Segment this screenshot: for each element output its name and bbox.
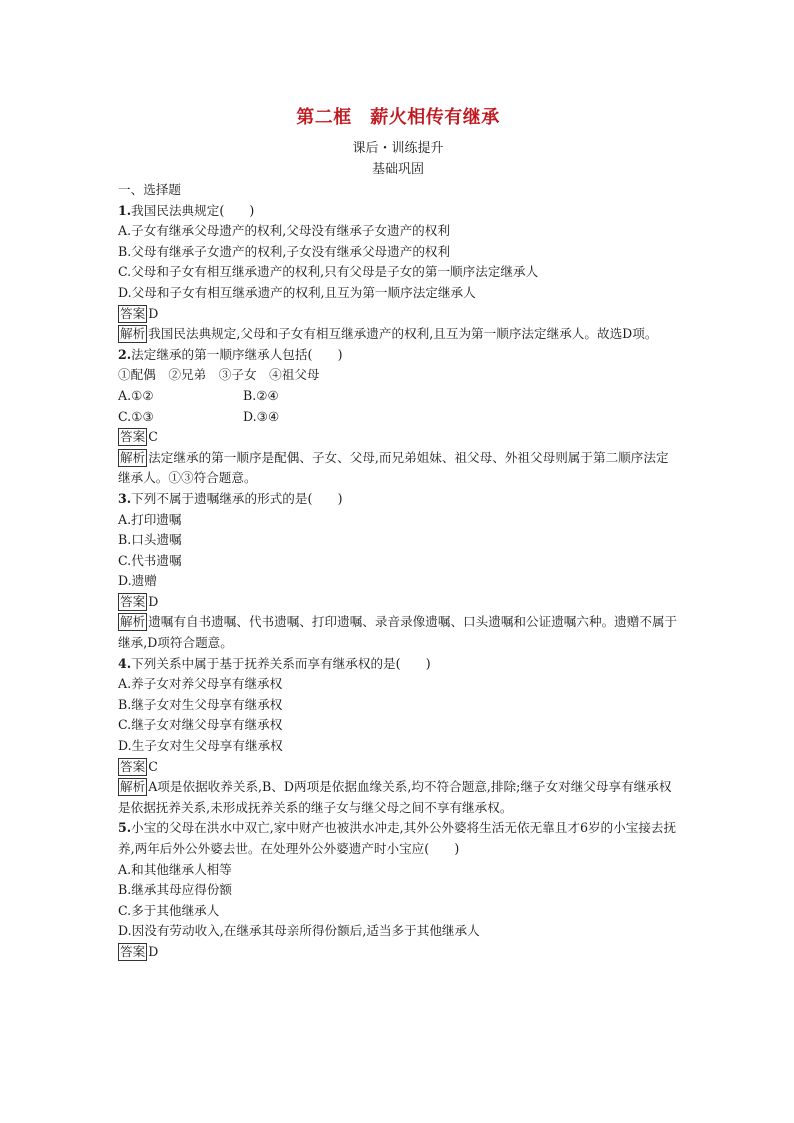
q5-option-b: B.继承其母应得份额 [118, 882, 233, 898]
answer-tag: 答案 [120, 305, 146, 321]
q1-analysis [118, 324, 678, 345]
analysis-text: 法定继承的第一顺序是配偶、子女、父母,而兄弟姐妹、祖父母、外祖父母则属于第二顺序法定继承人。①③符合题意。 [118, 449, 669, 486]
q4-option-b: B.继子女对生父母享有继承权 [118, 696, 283, 712]
question-text: 法定继承的第一顺序继承人包括( ) [131, 346, 343, 362]
q4-analysis [118, 777, 678, 818]
lesson-title: 第二框 薪火相传有继承 [296, 107, 500, 128]
question-number: 2. [118, 346, 132, 362]
question-text: 小宝的父母在洪水中双亡,家中财产也被洪水冲走,其外公外婆将生活无依无靠且才6岁的小宝接去抚养,两年后外公外婆去世。在处理外公外婆遗产时小宝应( ) [118, 820, 677, 856]
q1-option-a: A.子女有继承父母遗产的权利,父母没有继承子女遗产的权利 [118, 223, 450, 239]
question-text: 下列关系中属于基于抚养关系而享有继承权的是( ) [131, 655, 431, 671]
q5-option-d: D.因没有劳动收入,在继承其母亲所得份额后,适当多于其他继承人 [118, 923, 480, 939]
answer-tag: 答案 [120, 943, 146, 959]
subtitle-after-class: 课后・训练提升 [352, 141, 444, 156]
q4-option-c: C.继子女对继父母享有继承权 [118, 717, 283, 733]
answer-tag: 答案 [120, 429, 146, 445]
q3-option-a: A.打印遗嘱 [118, 511, 182, 527]
analysis-text: A项是依据收养关系,B、D两项是依据血缘关系,均不符合题意,排除;继子女对继父母享有继承权是依据抚养关系,未形成抚养关系的继子女与继父母之间不享有继承权。 [118, 779, 672, 815]
question-5-stem [118, 818, 678, 859]
q2-analysis [118, 448, 678, 489]
q3-option-c: C.代书遗嘱 [118, 552, 182, 568]
q3-analysis [118, 612, 678, 653]
q1-answer [118, 304, 678, 325]
q3-answer [118, 592, 678, 613]
answer-tag: 答案 [120, 758, 146, 774]
answer-value: D [148, 943, 159, 959]
answer-value: C [148, 758, 158, 774]
subtitle-basic: 基础巩固 [371, 162, 424, 177]
analysis-tag: 解析 [120, 449, 146, 465]
q1-option-b: B.父母有继承子女遗产的权利,子女没有继承父母遗产的权利 [118, 243, 451, 259]
analysis-tag: 解析 [120, 779, 146, 795]
q5-answer [118, 942, 678, 963]
q1-option-c: C.父母和子女有相互继承遗产的权利,只有父母是子女的第一顺序法定继承人 [118, 264, 539, 280]
q2-answer [118, 427, 678, 448]
q2-options-row-1 [118, 386, 678, 407]
answer-value: D [148, 593, 159, 609]
question-number: 1. [118, 202, 132, 218]
q4-option-d: D.生子女对生父母享有继承权 [118, 738, 283, 754]
analysis-tag: 解析 [120, 614, 146, 630]
q2-option-d: D.③④ [243, 408, 280, 424]
q2-option-b: B.②④ [243, 387, 279, 403]
question-text: 下列不属于遗嘱继承的形式的是( ) [131, 490, 343, 506]
question-number: 4. [118, 655, 132, 671]
document-page [118, 100, 678, 963]
q4-answer [118, 757, 678, 778]
analysis-tag: 解析 [120, 326, 146, 342]
q2-options-row-2 [118, 407, 678, 428]
q2-option-a: A.①② [118, 387, 154, 403]
question-1-stem [118, 201, 678, 222]
q2-option-c: C.①③ [118, 408, 154, 424]
question-3-stem [118, 489, 678, 510]
analysis-text: 遗嘱有自书遗嘱、代书遗嘱、打印遗嘱、录音录像遗嘱、口头遗嘱和公证遗嘱六种。遗赠不属于继承,D项符合题意。 [118, 614, 678, 651]
q1-option-d: D.父母和子女有相互继承遗产的权利,且互为第一顺序法定继承人 [118, 284, 476, 300]
question-text: 我国民法典规定( ) [131, 202, 255, 218]
question-number: 5. [118, 820, 132, 836]
q2-items: ①配偶 ②兄弟 ③子女 ④祖父母 [118, 367, 320, 383]
question-number: 3. [118, 490, 132, 506]
question-2-stem [118, 345, 678, 366]
q3-option-b: B.口头遗嘱 [118, 532, 182, 548]
q4-option-a: A.养子女对养父母享有继承权 [118, 676, 283, 692]
q3-option-d: D.遗赠 [118, 573, 157, 589]
analysis-text: 我国民法典规定,父母和子女有相互继承遗产的权利,且互为第一顺序法定继承人。故选D项。 [148, 326, 658, 342]
q5-option-a: A.和其他继承人相等 [118, 861, 232, 877]
section-heading: 一、选择题 [118, 182, 181, 197]
question-4-stem [118, 654, 678, 675]
answer-value: C [148, 429, 158, 445]
answer-value: D [148, 305, 159, 321]
answer-tag: 答案 [120, 593, 146, 609]
q5-option-c: C.多于其他继承人 [118, 902, 220, 918]
